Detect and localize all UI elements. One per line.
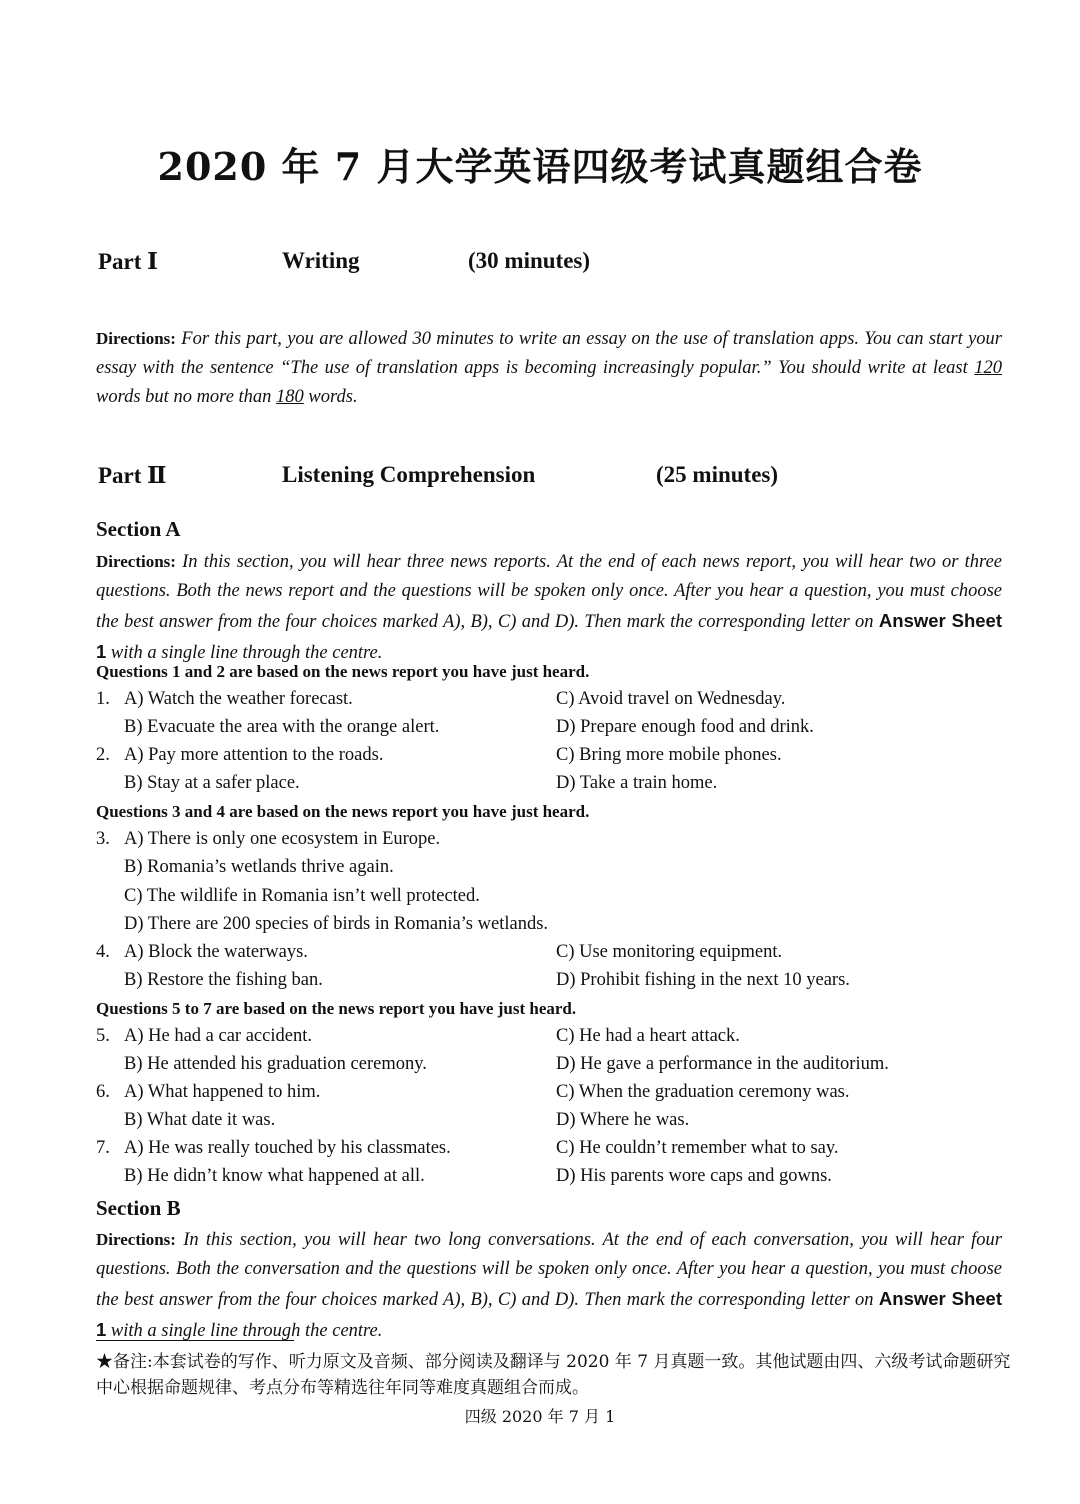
option-b: B) Evacuate the area with the orange alert. (124, 717, 440, 737)
directions-text: words. (303, 387, 358, 407)
directions-text: In this section, you will hear two long conversations. At the end of each conversation, you will hear four questions. Both the conversation and the questions will be spoken only once. After you hear a question, you must choose the best answer from the four choices marked A), B), C) and D). Then mark the corresponding letter on (96, 1230, 1002, 1310)
question-number: 5. (96, 1026, 110, 1046)
section-b-title: Section B (96, 1196, 181, 1220)
option-c: C) He had a heart attack. (556, 1026, 740, 1046)
question-group-header: Questions 3 and 4 are based on the news report you have just heard. (96, 802, 590, 821)
section-a-title: Section A (96, 517, 181, 541)
option-d: D) Take a train home. (556, 773, 718, 793)
option-b: B) He attended his graduation ceremony. (124, 1054, 427, 1074)
option-c: C) Avoid travel on Wednesday. (556, 689, 786, 709)
option-c: C) The wildlife in Romania isn’t well protected. (124, 886, 480, 906)
option-a: A) He was really touched by his classmates. (124, 1138, 451, 1158)
question-number: 6. (96, 1082, 110, 1102)
part2-label: Part Ⅱ (98, 463, 167, 488)
question-number: 3. (96, 829, 110, 849)
directions-text: words but no more than (96, 387, 277, 407)
option-a: A) Watch the weather forecast. (124, 689, 353, 709)
option-b: B) What date it was. (124, 1110, 276, 1130)
directions-text: In this section, you will hear three news reports. At the end of each news report, you will hear two or three questions. Both the news report and the questions will be spoken only once. After you hear a question, you must choose the best answer from the four choices marked A), B), C) and D). Then mark the corresponding letter on (96, 552, 1002, 632)
option-b: B) Stay at a safer place. (124, 773, 300, 793)
option-b: B) Romania’s wetlands thrive again. (124, 857, 394, 877)
page-title: 2020 年 7 月大学英语四级考试真题组合卷 (157, 144, 923, 189)
option-d: D) He gave a performance in the auditorium. (556, 1054, 889, 1074)
option-a: A) What happened to him. (124, 1082, 321, 1102)
directions-label: Directions: (96, 1230, 176, 1249)
footnote-divider (96, 1340, 294, 1341)
directions-text: with a single line through the centre. (106, 1321, 383, 1341)
part2-time: (25 minutes) (656, 462, 779, 487)
footnote: ★备注:本套试卷的写作、听力原文及音频、部分阅读及翻译与 2020 年 7 月真题一致。其他试题由四、六级考试命题研究中心根据命题规律、考点分布等精选往年同等难度真题组合而成。 (96, 1352, 1011, 1398)
directions-label: Directions: (96, 552, 176, 571)
option-a: A) Pay more attention to the roads. (124, 745, 384, 765)
question-number: 7. (96, 1138, 110, 1158)
min-words: 120 (974, 358, 1002, 378)
directions-label: Directions: (96, 329, 176, 348)
section-b-directions (96, 1225, 1002, 1346)
option-d: D) His parents wore caps and gowns. (556, 1166, 832, 1186)
option-a: A) There is only one ecosystem in Europe. (124, 829, 441, 849)
part1-time: (30 minutes) (468, 248, 591, 273)
option-c: C) When the graduation ceremony was. (556, 1082, 850, 1102)
answer-sheet-ref: Answer Sheet 1 (96, 610, 1002, 662)
option-b: B) He didn’t know what happened at all. (124, 1166, 425, 1186)
question-group-header: Questions 1 and 2 are based on the news report you have just heard. (96, 662, 590, 681)
part1-directions (96, 324, 1002, 412)
part1-label: Part Ⅰ (98, 249, 158, 274)
question-number: 2. (96, 745, 110, 765)
max-words: 180 (276, 387, 304, 407)
option-b: B) Restore the fishing ban. (124, 970, 323, 990)
option-c: C) He couldn’t remember what to say. (556, 1138, 839, 1158)
directions-text: with a single line through the centre. (106, 643, 383, 663)
question-number: 1. (96, 689, 110, 709)
option-a: A) He had a car accident. (124, 1026, 312, 1046)
part2-name: Listening Comprehension (282, 462, 536, 487)
option-a: A) Block the waterways. (124, 942, 308, 962)
option-d: D) Prepare enough food and drink. (556, 717, 814, 737)
page-number: 四级 2020 年 7 月 1 (464, 1407, 616, 1426)
option-c: C) Bring more mobile phones. (556, 745, 782, 765)
question-number: 4. (96, 942, 110, 962)
question-group-header: Questions 5 to 7 are based on the news report you have just heard. (96, 999, 577, 1018)
answer-sheet-ref: Answer Sheet 1 (96, 1288, 1002, 1340)
option-d: D) Where he was. (556, 1110, 690, 1130)
part2-header (0, 462, 1080, 492)
section-a-directions (96, 547, 1002, 668)
part1-name: Writing (282, 248, 360, 273)
directions-text: For this part, you are allowed 30 minutes to write an essay on the use of translation apps. You can start your essay with the sentence “The use of translation apps is becoming increasingly popular.” You should write at least (96, 329, 1002, 378)
option-d: D) Prohibit fishing in the next 10 years. (556, 970, 850, 990)
option-c: C) Use monitoring equipment. (556, 942, 783, 962)
option-d: D) There are 200 species of birds in Romania’s wetlands. (124, 914, 549, 934)
part1-header (0, 248, 1080, 278)
